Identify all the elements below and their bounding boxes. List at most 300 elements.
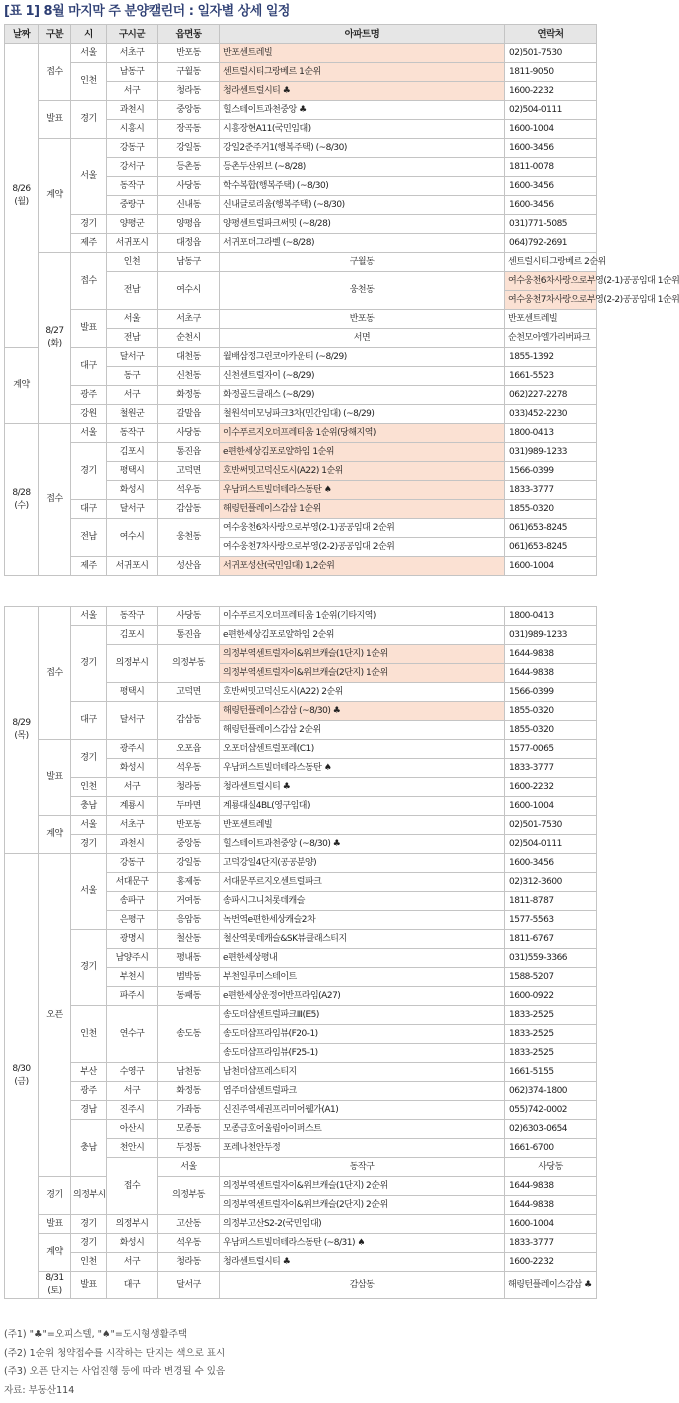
contact-cell: 1855-0320 <box>505 702 597 721</box>
apartment-cell: 고덕강일4단지(공공분양) <box>220 854 505 873</box>
table-row <box>5 1006 597 1025</box>
contact-cell: 02)312-3600 <box>505 873 597 892</box>
type-cell: 접수 <box>39 44 71 101</box>
type-cell: 접수 <box>39 424 71 576</box>
town-cell: 신내동 <box>158 196 220 215</box>
city-cell: 서울 <box>71 854 107 930</box>
district-cell: 은평구 <box>107 911 158 930</box>
city-cell: 경기 <box>71 101 107 139</box>
apartment-cell: 철원석미모닝파크3차(민간임대) (~8/29) <box>220 405 505 424</box>
type-cell: 계약 <box>5 348 39 424</box>
district-cell: 계룡시 <box>107 797 158 816</box>
footnote: (주2) 1순위 청약접수를 시작하는 단지는 색으로 표시 <box>4 1347 226 1359</box>
town-cell: 중앙동 <box>158 835 220 854</box>
town-cell: 대천동 <box>158 348 220 367</box>
contact-cell: 1600-1004 <box>505 1215 597 1234</box>
town-cell: 갈말읍 <box>158 405 220 424</box>
apartment-cell: 송파시그니처롯데캐슬 <box>220 892 505 911</box>
town-cell: 성산읍 <box>158 557 220 576</box>
district-cell: 동작구 <box>220 1158 505 1177</box>
type-cell: 발표 <box>71 1272 107 1299</box>
contact-cell: 1600-1004 <box>505 797 597 816</box>
district-cell: 의정부시 <box>71 1177 107 1215</box>
city-cell: 충남 <box>71 797 107 816</box>
town-cell: 반포동 <box>158 816 220 835</box>
contact-cell: 1600-2232 <box>505 1253 597 1272</box>
apartment-cell: 힐스테이트과천중앙 (~8/30) ♣ <box>220 835 505 854</box>
town-cell: 모종동 <box>158 1120 220 1139</box>
district-cell: 남양주시 <box>107 949 158 968</box>
town-cell: 화정동 <box>158 386 220 405</box>
apartment-cell: 계룡대실4BL(영구임대) <box>220 797 505 816</box>
type-cell: 발표 <box>39 1215 71 1234</box>
apartment-cell: 의정부역센트럴자이&위브캐슬(1단지) 1순위 <box>220 645 505 664</box>
city-cell: 경기 <box>71 930 107 1006</box>
contact-cell: 1644-9838 <box>505 664 597 683</box>
city-cell: 서울 <box>71 139 107 215</box>
district-cell: 아산시 <box>107 1120 158 1139</box>
contact-cell: 1661-5155 <box>505 1063 597 1082</box>
apartment-cell: 반포센트레빌 <box>505 310 597 329</box>
apartment-cell: 호반써밋고덕신도시(A22) 1순위 <box>220 462 505 481</box>
table-row <box>5 443 597 462</box>
date-cell: 8/26 (월) <box>5 44 39 348</box>
town-cell: 감삼동 <box>158 500 220 519</box>
apartment-cell: 강일2준주거1(행복주택) (~8/30) <box>220 139 505 158</box>
apartment-cell: e편한세상김포로얄하임 2순위 <box>220 626 505 645</box>
district-cell: 서초구 <box>158 310 220 329</box>
city-cell: 서울 <box>71 607 107 626</box>
apartment-cell: 의정부역센트럴자이&위브캐슬(2단지) 2순위 <box>220 1196 505 1215</box>
apartment-cell: 센트럴시티그랑베르 1순위 <box>220 63 505 82</box>
district-cell: 서구 <box>107 778 158 797</box>
date-cell: 8/27 (화) <box>39 253 71 424</box>
town-cell: 사당동 <box>158 177 220 196</box>
header-apartment: 아파트명 <box>220 25 505 44</box>
contact-cell: 062)227-2278 <box>505 386 597 405</box>
table-row <box>5 386 597 405</box>
town-cell: 청라동 <box>158 778 220 797</box>
district-cell: 평택시 <box>107 683 158 702</box>
district-cell: 의정부시 <box>107 1215 158 1234</box>
table-row <box>5 1177 597 1196</box>
town-cell: 웅천동 <box>158 519 220 557</box>
contact-cell: 031)771-5085 <box>505 215 597 234</box>
district-cell: 과천시 <box>107 835 158 854</box>
header-date: 날짜 <box>5 25 39 44</box>
city-cell: 광주 <box>71 386 107 405</box>
district-cell: 양평군 <box>107 215 158 234</box>
district-cell: 파주시 <box>107 987 158 1006</box>
city-cell: 부산 <box>71 1063 107 1082</box>
table-row <box>5 1120 597 1139</box>
contact-cell: 1811-8787 <box>505 892 597 911</box>
table-row <box>5 44 597 63</box>
apartment-cell: 의정부역센트럴자이&위브캐슬(1단지) 2순위 <box>220 1177 505 1196</box>
district-cell: 여수시 <box>107 519 158 557</box>
contact-cell: 1855-0320 <box>505 500 597 519</box>
apartment-cell: 여수웅천6차사랑으로부영(2-1)공공임대 2순위 <box>220 519 505 538</box>
town-cell: 철산동 <box>158 930 220 949</box>
footnote: (주3) 오픈 단지는 사업진행 등에 따라 변경될 수 있음 <box>4 1366 226 1377</box>
apartment-cell: 반포센트레빌 <box>220 816 505 835</box>
district-cell: 광주시 <box>107 740 158 759</box>
type-cell: 접수 <box>39 607 71 740</box>
town-cell: 양평읍 <box>158 215 220 234</box>
town-cell: 통진읍 <box>158 443 220 462</box>
date-cell: 8/31 (토) <box>39 1272 71 1299</box>
apartment-cell: e편한세상평내 <box>220 949 505 968</box>
contact-cell: 1833-3777 <box>505 759 597 778</box>
apartment-cell: 월배삼정그린코아카운티 (~8/29) <box>220 348 505 367</box>
header-contact: 연락처 <box>505 25 597 44</box>
city-cell: 전남 <box>71 519 107 557</box>
apartment-cell: 여수웅천7차사랑으로부영(2-2)공공임대 2순위 <box>220 538 505 557</box>
date-cell: 8/29 (목) <box>5 607 39 854</box>
district-cell: 중랑구 <box>107 196 158 215</box>
district-cell: 서초구 <box>107 816 158 835</box>
apartment-cell: 서귀포더그라벨 (~8/28) <box>220 234 505 253</box>
city-cell: 서울 <box>158 1158 220 1177</box>
city-cell: 대구 <box>107 1272 158 1299</box>
city-cell: 전남 <box>107 272 158 310</box>
table-row <box>5 835 597 854</box>
contact-cell: 1600-3456 <box>505 854 597 873</box>
district-cell: 평택시 <box>107 462 158 481</box>
town-cell: 반포동 <box>220 310 505 329</box>
apartment-cell: 오포더샵센트럴포레(C1) <box>220 740 505 759</box>
apartment-cell: 센트럴시티그랑베르 2순위 <box>505 253 597 272</box>
district-cell: 진주시 <box>107 1101 158 1120</box>
table-row <box>5 854 597 873</box>
apartment-cell: 여수웅천6차사랑으로부영(2-1)공공임대 1순위 <box>505 272 597 291</box>
district-cell: 달서구 <box>107 702 158 740</box>
district-cell: 동구 <box>107 367 158 386</box>
district-cell: 동작구 <box>107 177 158 196</box>
type-cell: 계약 <box>39 139 71 253</box>
apartment-cell: 우남퍼스트빌더테라스동탄 ♠ <box>220 481 505 500</box>
apartment-cell: 해링턴플레이스감삼 1순위 <box>220 500 505 519</box>
city-cell: 제주 <box>71 234 107 253</box>
town-cell: 통진읍 <box>158 626 220 645</box>
district-cell: 강서구 <box>107 158 158 177</box>
city-cell: 경남 <box>71 1101 107 1120</box>
city-cell: 강원 <box>71 405 107 424</box>
contact-cell: 1644-9838 <box>505 1177 597 1196</box>
district-cell: 서구 <box>107 1253 158 1272</box>
district-cell: 철원군 <box>107 405 158 424</box>
city-cell: 광주 <box>71 1082 107 1101</box>
district-cell: 송파구 <box>107 892 158 911</box>
district-cell: 과천시 <box>107 101 158 120</box>
town-cell: 남천동 <box>158 1063 220 1082</box>
contact-cell: 02)501-7530 <box>505 816 597 835</box>
type-cell: 발표 <box>39 101 71 139</box>
district-cell: 서귀포시 <box>107 557 158 576</box>
type-cell: 오픈 <box>39 854 71 1177</box>
contact-cell: 1833-3777 <box>505 481 597 500</box>
contact-cell: 055)742-0002 <box>505 1101 597 1120</box>
contact-cell: 1600-2232 <box>505 82 597 101</box>
table-row <box>5 234 597 253</box>
table-row <box>5 405 597 424</box>
apartment-cell: 이수푸르지오더프레티움 1순위(당해지역) <box>220 424 505 443</box>
town-cell: 사당동 <box>158 607 220 626</box>
city-cell: 경기 <box>71 835 107 854</box>
district-cell: 연수구 <box>107 1006 158 1063</box>
table-row <box>5 702 597 721</box>
town-cell: 가좌동 <box>158 1101 220 1120</box>
town-cell: 감삼동 <box>158 702 220 740</box>
contact-cell: 1588-5207 <box>505 968 597 987</box>
city-cell: 서울 <box>107 310 158 329</box>
city-cell: 인천 <box>107 253 158 272</box>
city-cell: 대구 <box>71 500 107 519</box>
contact-cell: 1833-3777 <box>505 1234 597 1253</box>
city-cell: 경기 <box>71 1215 107 1234</box>
header-town: 읍면동 <box>158 25 220 44</box>
district-cell: 서구 <box>107 386 158 405</box>
apartment-cell: 시흥장현A11(국민임대) <box>220 120 505 139</box>
header-district: 구시군 <box>107 25 158 44</box>
apartment-cell: 녹번역e편한세상캐슬2차 <box>220 911 505 930</box>
contact-cell: 1833-2525 <box>505 1044 597 1063</box>
town-cell: 화정동 <box>158 1082 220 1101</box>
district-cell: 서대문구 <box>107 873 158 892</box>
contact-cell: 1644-9838 <box>505 1196 597 1215</box>
town-cell: 송도동 <box>158 1006 220 1063</box>
city-cell: 충남 <box>71 1120 107 1177</box>
district-cell: 달서구 <box>107 500 158 519</box>
apartment-cell: 반포센트레빌 <box>220 44 505 63</box>
table-row <box>5 557 597 576</box>
town-cell: 홍제동 <box>158 873 220 892</box>
town-cell: 장곡동 <box>158 120 220 139</box>
apartment-cell: 우남퍼스트빌더테라스동탄 (~8/31) ♠ <box>220 1234 505 1253</box>
apartment-cell: 서귀포성산(국민임대) 1,2순위 <box>220 557 505 576</box>
footnotes <box>4 1326 225 1400</box>
town-cell: 감삼동 <box>220 1272 505 1299</box>
contact-cell: 1661-6700 <box>505 1139 597 1158</box>
apartment-cell: 송도더샵센트럴파크Ⅲ(E5) <box>220 1006 505 1025</box>
contact-cell: 1855-0320 <box>505 721 597 740</box>
city-cell: 대구 <box>71 702 107 740</box>
town-cell: 강일동 <box>158 139 220 158</box>
district-cell: 부천시 <box>107 968 158 987</box>
district-cell: 동작구 <box>107 607 158 626</box>
town-cell: 웅천동 <box>220 272 505 310</box>
district-cell: 화성시 <box>107 1234 158 1253</box>
town-cell: 청라동 <box>158 1253 220 1272</box>
apartment-cell: 송도더샵프라임뷰(F20-1) <box>220 1025 505 1044</box>
contact-cell: 1600-2232 <box>505 778 597 797</box>
type-cell: 발표 <box>71 310 107 348</box>
district-cell: 여수시 <box>158 272 220 310</box>
table-row <box>5 1272 597 1299</box>
contact-cell: 1833-2525 <box>505 1025 597 1044</box>
table-row <box>5 1063 597 1082</box>
contact-cell: 061)653-8245 <box>505 538 597 557</box>
town-cell: 강일동 <box>158 854 220 873</box>
table-row <box>5 1234 597 1253</box>
contact-cell: 1600-1004 <box>505 120 597 139</box>
town-cell: 범박동 <box>158 968 220 987</box>
type-cell: 접수 <box>71 253 107 310</box>
town-cell: 의정부동 <box>158 645 220 683</box>
apartment-cell: 화정골드클래스 (~8/29) <box>220 386 505 405</box>
district-cell: 서귀포시 <box>107 234 158 253</box>
town-cell: 대정읍 <box>158 234 220 253</box>
apartment-cell: 부천일루미스테이트 <box>220 968 505 987</box>
type-cell: 계약 <box>39 1234 71 1272</box>
contact-cell: 02)504-0111 <box>505 101 597 120</box>
date-cell: 8/28 (수) <box>5 424 39 576</box>
district-cell: 남동구 <box>158 253 220 272</box>
apartment-cell: 신천센트럴자이 (~8/29) <box>220 367 505 386</box>
district-cell: 시흥시 <box>107 120 158 139</box>
contact-cell: 031)989-1233 <box>505 626 597 645</box>
city-cell: 경기 <box>71 1234 107 1253</box>
table-row <box>5 1082 597 1101</box>
contact-cell: 064)792-2691 <box>505 234 597 253</box>
city-cell: 경기 <box>71 626 107 702</box>
district-cell: 천안시 <box>107 1139 158 1158</box>
header-type: 구분 <box>39 25 71 44</box>
table-row <box>5 740 597 759</box>
contact-cell: 1566-0399 <box>505 683 597 702</box>
table-row <box>5 1215 597 1234</box>
table-row <box>5 215 597 234</box>
district-cell: 의정부시 <box>107 645 158 683</box>
table-row <box>5 816 597 835</box>
footnote: (주1) "♣"=오피스텔, "♠"=도시형생활주택 <box>4 1329 188 1340</box>
table-body <box>5 44 679 576</box>
type-cell: 발표 <box>39 740 71 816</box>
source-note: 자료: 부동산114 <box>4 1384 75 1396</box>
town-cell: 고덕면 <box>158 683 220 702</box>
town-cell: 청라동 <box>158 82 220 101</box>
district-cell: 수영구 <box>107 1063 158 1082</box>
district-cell: 화성시 <box>107 481 158 500</box>
city-cell: 경기 <box>71 443 107 500</box>
town-cell: 동패동 <box>158 987 220 1006</box>
town-cell: 오포읍 <box>158 740 220 759</box>
city-cell: 전남 <box>107 329 158 348</box>
table-row <box>5 930 597 949</box>
apartment-cell: 등촌두산위브 (~8/28) <box>220 158 505 177</box>
contact-cell: 062)374-1800 <box>505 1082 597 1101</box>
town-cell: 의정부동 <box>158 1177 220 1215</box>
table-row <box>5 310 597 329</box>
town-cell: 두마면 <box>158 797 220 816</box>
town-cell: 평내동 <box>158 949 220 968</box>
contact-cell: 1811-6767 <box>505 930 597 949</box>
schedule-table-part-1 <box>4 24 679 576</box>
district-cell: 서구 <box>107 82 158 101</box>
contact-cell: 031)559-3366 <box>505 949 597 968</box>
apartment-cell: 해링턴플레이스감삼 (~8/30) ♣ <box>220 702 505 721</box>
contact-cell: 033)452-2230 <box>505 405 597 424</box>
district-cell: 화성시 <box>107 759 158 778</box>
contact-cell: 1600-3456 <box>505 177 597 196</box>
table-header <box>5 25 597 44</box>
district-cell: 김포시 <box>107 626 158 645</box>
apartment-cell: 해링턴플레이스감삼 2순위 <box>220 721 505 740</box>
table-body <box>5 607 597 1299</box>
contact-cell: 02)501-7530 <box>505 44 597 63</box>
table-row <box>5 424 597 443</box>
district-cell: 남동구 <box>107 63 158 82</box>
apartment-cell: 신진주역세권프리미어웰가(A1) <box>220 1101 505 1120</box>
town-cell: 석우동 <box>158 1234 220 1253</box>
town-cell: 구월동 <box>158 63 220 82</box>
city-cell: 인천 <box>71 1006 107 1063</box>
apartment-cell: e편한세상운정어반프라임(A27) <box>220 987 505 1006</box>
city-cell: 경기 <box>71 215 107 234</box>
district-cell: 동작구 <box>107 424 158 443</box>
apartment-cell: 청라센트럴시티 ♣ <box>220 778 505 797</box>
apartment-cell: e편한세상김포로얄하임 1순위 <box>220 443 505 462</box>
contact-cell: 02)6303-0654 <box>505 1120 597 1139</box>
contact-cell: 031)989-1233 <box>505 443 597 462</box>
contact-cell: 1566-0399 <box>505 462 597 481</box>
apartment-cell: 양평센트럴파크써밋 (~8/28) <box>220 215 505 234</box>
table-row <box>5 101 597 120</box>
city-cell: 인천 <box>71 63 107 101</box>
town-cell: 석우동 <box>158 759 220 778</box>
town-cell: 응암동 <box>158 911 220 930</box>
contact-cell: 1600-3456 <box>505 139 597 158</box>
contact-cell: 1833-2525 <box>505 1006 597 1025</box>
table-row <box>5 778 597 797</box>
table-row <box>5 1253 597 1272</box>
town-cell: 중앙동 <box>158 101 220 120</box>
city-cell: 인천 <box>71 778 107 797</box>
table-row <box>5 500 597 519</box>
apartment-cell: 여수웅천7차사랑으로부영(2-2)공공임대 1순위 <box>505 291 597 310</box>
apartment-cell: 힐스테이트과천중앙 ♣ <box>220 101 505 120</box>
city-cell: 제주 <box>71 557 107 576</box>
city-cell: 인천 <box>71 1253 107 1272</box>
apartment-cell: 우남퍼스트빌더테라스동탄 ♠ <box>220 759 505 778</box>
table-row <box>5 797 597 816</box>
table-row <box>5 626 597 645</box>
apartment-cell: 청라센트럴시티 ♣ <box>220 82 505 101</box>
town-cell: 사당동 <box>158 424 220 443</box>
town-cell: 두정동 <box>158 1139 220 1158</box>
district-cell: 서구 <box>107 1082 158 1101</box>
contact-cell: 02)504-0111 <box>505 835 597 854</box>
apartment-cell: 모종금호어울림아이퍼스트 <box>220 1120 505 1139</box>
contact-cell: 1600-0922 <box>505 987 597 1006</box>
apartment-cell: 의정부역센트럴자이&위브캐슬(2단지) 1순위 <box>220 664 505 683</box>
town-cell: 등촌동 <box>158 158 220 177</box>
table-row <box>5 63 597 82</box>
apartment-cell: 이수푸르지오더프레티움 1순위(기타지역) <box>220 607 505 626</box>
apartment-cell: 의정부고산S2-2(국민임대) <box>220 1215 505 1234</box>
contact-cell: 1811-0078 <box>505 158 597 177</box>
city-cell: 대구 <box>71 348 107 386</box>
page-title: [표 1] 8월 마지막 주 분양캘린더 : 일자별 상세 일정 <box>4 4 290 19</box>
contact-cell: 1600-3456 <box>505 196 597 215</box>
town-cell: 고덕면 <box>158 462 220 481</box>
district-cell: 달서구 <box>107 348 158 367</box>
apartment-cell: 호반써밋고덕신도시(A22) 2순위 <box>220 683 505 702</box>
apartment-cell: 서대문푸르지오센트럴파크 <box>220 873 505 892</box>
type-cell: 계약 <box>39 816 71 854</box>
district-cell: 김포시 <box>107 443 158 462</box>
date-cell: 8/30 (금) <box>5 854 39 1299</box>
